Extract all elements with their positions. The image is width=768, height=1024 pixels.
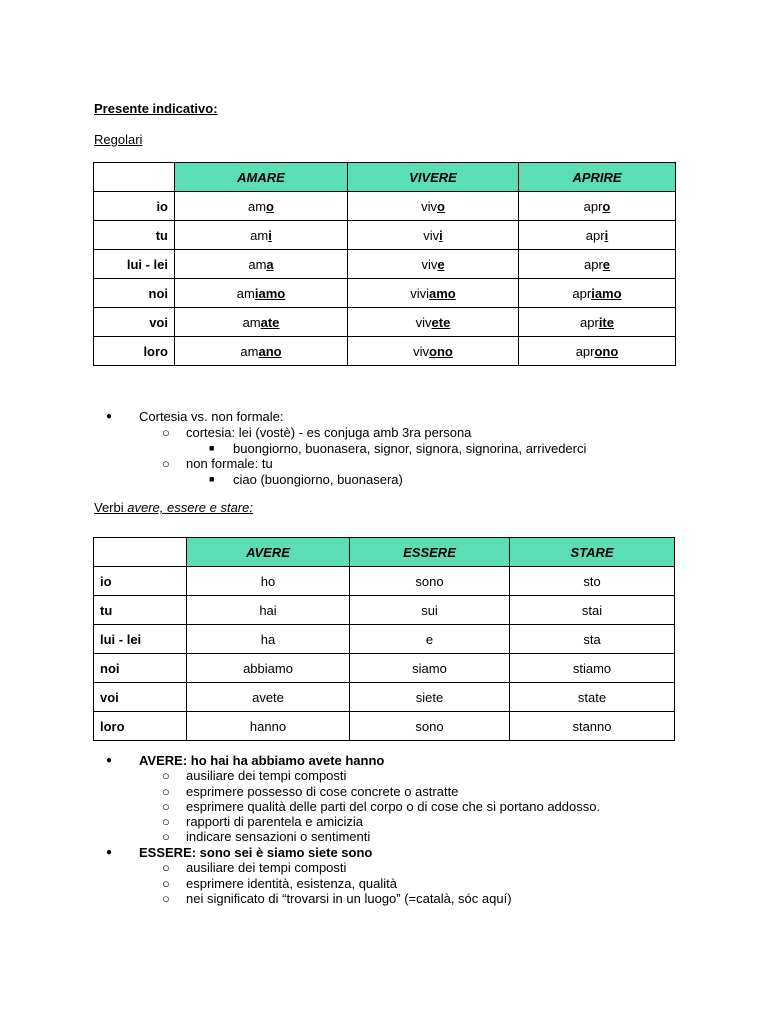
conjugation-cell: sui xyxy=(350,596,510,625)
stem: am xyxy=(236,285,255,301)
essere-note: ausiliare dei tempi composti xyxy=(186,860,347,875)
conjugation-cell xyxy=(519,250,676,279)
ending: e xyxy=(602,256,611,272)
table-row xyxy=(94,625,675,654)
pronoun-cell: lui - lei xyxy=(94,250,175,279)
pronoun-cell: voi xyxy=(94,308,175,337)
table-row xyxy=(94,596,675,625)
stem: am xyxy=(240,343,259,359)
header-blank-cell xyxy=(94,163,175,192)
cortesia-sub1-detail: buongiorno, buonasera, signor, signora, signorina, arrivederci xyxy=(233,441,587,456)
stem: am xyxy=(242,314,261,330)
conjugation-cell: sono xyxy=(350,567,510,596)
circle-marker: ○ xyxy=(162,891,170,906)
table-header-row xyxy=(94,538,675,567)
conjugation-cell xyxy=(519,308,676,337)
cortesia-item-text: Cortesia vs. non formale: xyxy=(139,409,284,424)
circle-marker: ○ xyxy=(162,456,170,471)
circle-marker: ○ xyxy=(162,784,170,799)
stem: apr xyxy=(572,285,592,301)
page-title: Presente indicativo: xyxy=(94,101,218,116)
conjugation-cell: ho xyxy=(187,567,350,596)
conjugation-cell xyxy=(519,221,676,250)
stem: apr xyxy=(583,256,603,272)
avere-note: esprimere possesso di cose concrete o astratte xyxy=(186,784,459,799)
table-row xyxy=(94,250,676,279)
pronoun-cell: tu xyxy=(94,221,175,250)
cortesia-sub1-text: cortesia: lei (vostè) - es conjuga amb 3ra persona xyxy=(186,425,472,440)
conjugation-cell: stai xyxy=(510,596,675,625)
ending: ate xyxy=(260,314,280,330)
circle-marker: ○ xyxy=(162,876,170,891)
conjugation-cell: stiamo xyxy=(510,654,675,683)
table-row xyxy=(94,192,676,221)
stem: am xyxy=(247,198,267,214)
conjugation-cell: sta xyxy=(510,625,675,654)
regular-verbs-table xyxy=(93,162,676,366)
stem: viv xyxy=(421,256,438,272)
pronoun-cell: noi xyxy=(94,279,175,308)
essere-heading: ESSERE: sono sei è siamo siete sono xyxy=(139,845,373,860)
conjugation-cell xyxy=(348,308,519,337)
header-aprire: APRIRE xyxy=(519,163,676,192)
circle-marker: ○ xyxy=(162,425,170,440)
ending: o xyxy=(266,198,274,214)
stem: apr xyxy=(575,343,595,359)
header-avere: AVERE xyxy=(187,538,350,567)
circle-marker: ○ xyxy=(162,829,170,844)
stem: viv xyxy=(413,343,430,359)
ending: a xyxy=(266,256,274,272)
circle-marker: ○ xyxy=(162,814,170,829)
conjugation-cell xyxy=(348,192,519,221)
header-blank-cell xyxy=(94,538,187,567)
avere-note: rapporti di parentela e amicizia xyxy=(186,814,364,829)
stem: viv xyxy=(423,227,440,243)
conjugation-cell: state xyxy=(510,683,675,712)
avere-note: esprimere qualità delle parti del corpo o di cose che si portano addosso. xyxy=(186,799,601,814)
header-vivere: VIVERE xyxy=(348,163,519,192)
avere-heading: AVERE: ho hai ha abbiamo avete hanno xyxy=(139,753,385,768)
conjugation-cell: abbiamo xyxy=(187,654,350,683)
conjugation-cell: ha xyxy=(187,625,350,654)
ending: e xyxy=(437,256,445,272)
essere-note: nei significato di “trovarsi in un luogo” (=català, sóc aquí) xyxy=(186,891,512,906)
table-row xyxy=(94,712,675,741)
conjugation-cell xyxy=(519,337,676,366)
table-row xyxy=(94,308,676,337)
conjugation-cell xyxy=(348,279,519,308)
bullet-marker: ● xyxy=(106,847,113,858)
ending: o xyxy=(436,198,445,214)
bullet-marker: ● xyxy=(106,755,113,766)
ending: i xyxy=(439,227,443,243)
ending: ite xyxy=(598,314,614,330)
conjugation-cell xyxy=(175,221,348,250)
ending: o xyxy=(602,198,611,214)
stem: vivi xyxy=(410,285,430,301)
stem: am xyxy=(248,256,267,272)
conjugation-cell: e xyxy=(350,625,510,654)
conjugation-cell xyxy=(348,337,519,366)
conjugation-cell: hanno xyxy=(187,712,350,741)
verbi-heading xyxy=(94,500,253,515)
table-row xyxy=(94,337,676,366)
stem: apr xyxy=(583,198,603,214)
circle-marker: ○ xyxy=(162,799,170,814)
pronoun-cell: loro xyxy=(94,337,175,366)
conjugation-cell: hai xyxy=(187,596,350,625)
table-row xyxy=(94,221,676,250)
bullet-marker: ● xyxy=(106,411,113,422)
conjugation-cell xyxy=(348,221,519,250)
conjugation-cell: sto xyxy=(510,567,675,596)
pronoun-cell: io xyxy=(94,192,175,221)
pronoun-cell: noi xyxy=(94,654,187,683)
cortesia-sub2-text: non formale: tu xyxy=(186,456,273,471)
pronoun-cell: voi xyxy=(94,683,187,712)
pronoun-cell: loro xyxy=(94,712,187,741)
table-row xyxy=(94,567,675,596)
ending: i xyxy=(268,227,272,243)
conjugation-cell: siete xyxy=(350,683,510,712)
verbi-heading-pre: Verbi xyxy=(94,500,128,515)
essere-note: esprimere identità, esistenza, qualità xyxy=(186,876,398,891)
square-marker: ■ xyxy=(209,443,215,453)
conjugation-cell xyxy=(519,279,676,308)
square-marker: ■ xyxy=(209,474,215,484)
ending: iamo xyxy=(591,285,622,301)
circle-marker: ○ xyxy=(162,860,170,875)
stem: apr xyxy=(585,227,605,243)
ending: ano xyxy=(258,343,282,359)
ending: iamo xyxy=(254,285,286,301)
verbi-heading-italic: avere, essere e stare: xyxy=(127,500,253,515)
regolari-heading: Regolari xyxy=(94,132,143,147)
pronoun-cell: lui - lei xyxy=(94,625,187,654)
header-essere: ESSERE xyxy=(350,538,510,567)
circle-marker: ○ xyxy=(162,768,170,783)
table-row xyxy=(94,279,676,308)
avere-note: indicare sensazioni o sentimenti xyxy=(186,829,371,844)
stem: apr xyxy=(580,314,599,330)
conjugation-cell: sono xyxy=(350,712,510,741)
stem: viv xyxy=(421,198,437,214)
stem: viv xyxy=(415,314,432,330)
irregular-verbs-table xyxy=(93,537,675,741)
stem: am xyxy=(250,227,269,243)
pronoun-cell: io xyxy=(94,567,187,596)
ending: ete xyxy=(431,314,451,330)
conjugation-cell: avete xyxy=(187,683,350,712)
conjugation-cell xyxy=(175,308,348,337)
conjugation-cell xyxy=(175,279,348,308)
conjugation-cell: siamo xyxy=(350,654,510,683)
ending: ono xyxy=(594,343,619,359)
conjugation-cell xyxy=(175,192,348,221)
pronoun-cell: tu xyxy=(94,596,187,625)
conjugation-cell xyxy=(175,250,348,279)
table-row xyxy=(94,683,675,712)
ending: ono xyxy=(429,343,453,359)
conjugation-cell xyxy=(348,250,519,279)
cortesia-sub2-detail: ciao (buongiorno, buonasera) xyxy=(233,472,403,487)
ending: amo xyxy=(429,285,456,301)
header-stare: STARE xyxy=(510,538,675,567)
header-amare: AMARE xyxy=(175,163,348,192)
table-row xyxy=(94,654,675,683)
avere-note: ausiliare dei tempi composti xyxy=(186,768,347,783)
conjugation-cell xyxy=(175,337,348,366)
conjugation-cell xyxy=(519,192,676,221)
table-header-row xyxy=(94,163,676,192)
ending: i xyxy=(604,227,609,243)
conjugation-cell: stanno xyxy=(510,712,675,741)
